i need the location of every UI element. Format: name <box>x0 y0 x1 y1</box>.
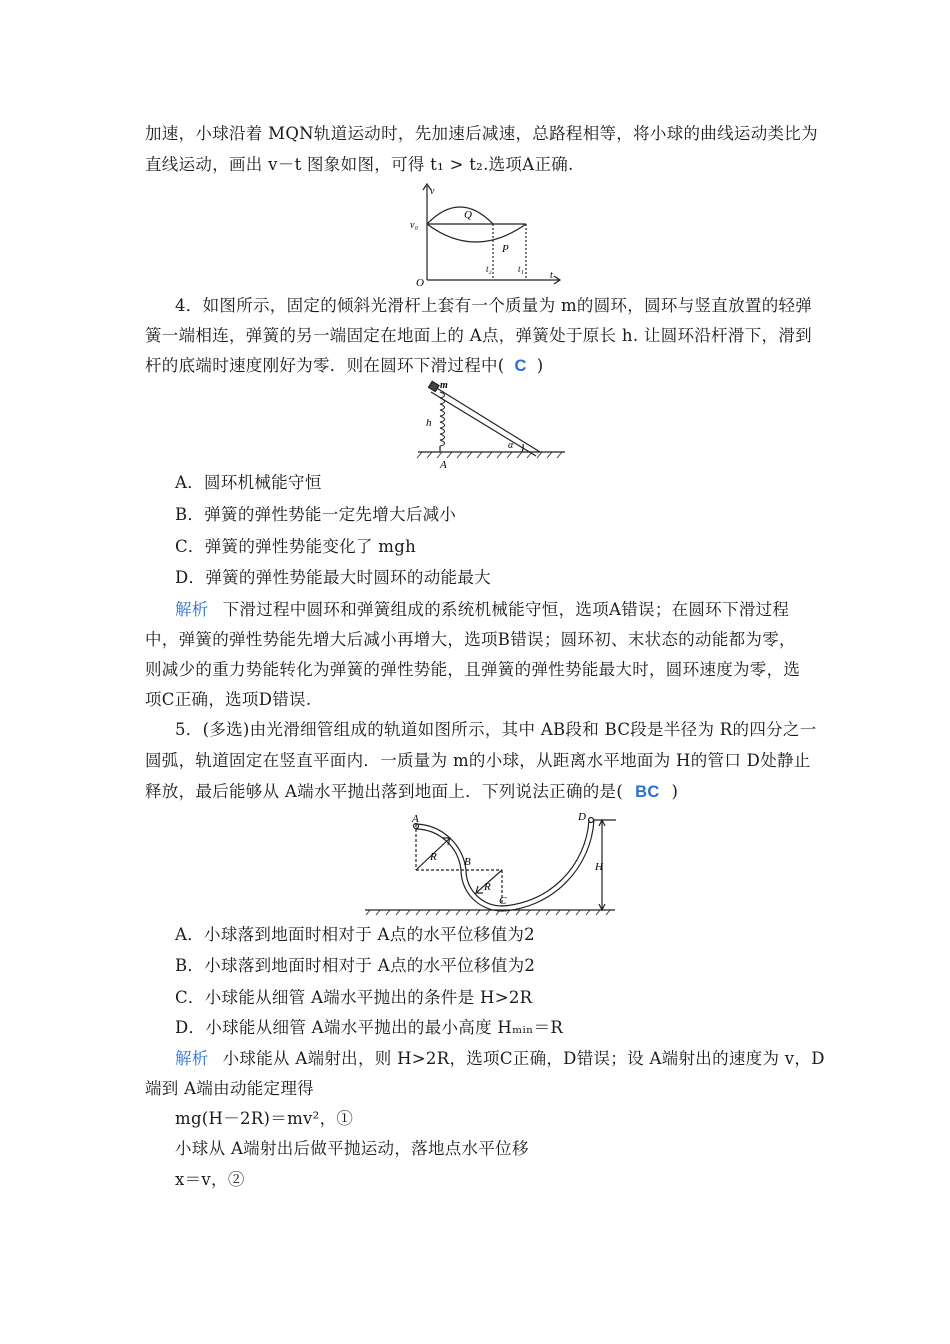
question-5-line <box>145 782 678 802</box>
paragraph-line: 加速，小球沿着 MQN轨道运动时，先加速后减速，总路程相等，将小球的曲线运动类比为 <box>145 124 818 143</box>
question-text: ) <box>671 782 679 801</box>
label-A: A <box>440 459 447 470</box>
label-O: O <box>416 277 424 288</box>
label-R-lower: R <box>484 881 491 893</box>
label-B: B <box>464 856 471 868</box>
analysis-line: 中，弹簧的弹性势能先增大后减小再增大，选项B错误；圆环初、末状态的动能都为零， <box>145 630 796 649</box>
analysis-line <box>175 1049 825 1069</box>
analysis-line: 项C正确，选项D错误. <box>145 690 312 709</box>
option-D: D．弹簧的弹性势能最大时圆环的动能最大 <box>175 568 491 587</box>
analysis-text: 小球能从 A端射出，则 H>2R，选项C正确，D错误；设 A端射出的速度为 v，D <box>222 1049 825 1068</box>
label-R-upper: R <box>430 851 437 863</box>
tube-track-figure <box>360 808 625 920</box>
question-4-line: 簧一端相连，弹簧的另一端固定在地面上的 A点，弹簧处于原长 h. 让圆环沿杆滑下，滑到 <box>145 326 812 345</box>
label-h: h <box>426 417 432 429</box>
incline-spring-figure <box>410 378 570 470</box>
axis-label-v: v <box>430 186 435 197</box>
question-text: 释放，最后能够从 A端水平抛出落到地面上．下列说法正确的是( <box>145 782 624 801</box>
axis-label-t: t <box>550 270 553 281</box>
label-P: P <box>502 243 509 255</box>
question-5-line: 5．(多选)由光滑细管组成的轨道如图所示，其中 AB段和 BC段是半径为 R的四分之一 <box>175 720 817 739</box>
option-B: B．弹簧的弹性势能一定先增大后减小 <box>175 505 457 524</box>
question-text: 杆的底端时速度刚好为零．则在圆环下滑过程中( <box>145 356 505 375</box>
analysis-line: 小球从 A端射出后做平抛运动，落地点水平位移 <box>175 1139 529 1158</box>
analysis-label: 解析 <box>175 1049 209 1068</box>
label-H: H <box>595 861 603 873</box>
analysis-line: 端到 A端由动能定理得 <box>145 1079 314 1098</box>
equation-2: x＝v，② <box>175 1170 245 1189</box>
label-A: A <box>412 813 419 825</box>
question-4-line <box>145 356 544 376</box>
label-m: m <box>440 380 448 391</box>
label-alpha: α <box>508 440 514 451</box>
option-C: C．小球能从细管 A端水平抛出的条件是 H>2R <box>175 988 533 1007</box>
label-D: D <box>578 811 586 823</box>
label-t1: t₁ <box>518 264 524 274</box>
question-4-line: 4．如图所示，固定的倾斜光滑杆上套有一个质量为 m的圆环，圆环与竖直放置的轻弹 <box>175 296 813 315</box>
equation-1: mg(H－2R)＝mv²，① <box>175 1109 354 1128</box>
question-5-line: 圆弧，轨道固定在竖直平面内．一质量为 m的小球，从距离水平地面为 H的管口 D处静止 <box>145 751 811 770</box>
paragraph-line: 直线运动，画出 v－t 图象如图，可得 t₁ > t₂.选项A正确. <box>145 155 574 174</box>
answer-mark: BC <box>635 783 660 801</box>
analysis-label: 解析 <box>175 600 209 619</box>
option-C: C．弹簧的弹性势能变化了 mgh <box>175 537 417 556</box>
label-Q: Q <box>464 209 472 221</box>
label-v0: v₀ <box>410 220 418 231</box>
vt-graph-figure <box>390 180 570 288</box>
analysis-line: 则减少的重力势能转化为弹簧的弹性势能，且弹簧的弹性势能最大时，圆环速度为零，选 <box>145 660 801 679</box>
answer-mark: C <box>514 357 527 375</box>
option-D: D．小球能从细管 A端水平抛出的最小高度 Hₘᵢₙ＝R <box>175 1018 564 1037</box>
label-t2: t₂ <box>486 264 492 274</box>
option-B: B．小球落到地面时相对于 A点的水平位移值为2 <box>175 956 536 975</box>
label-C: C <box>499 895 507 907</box>
option-A: A．圆环机械能守恒 <box>175 473 322 492</box>
analysis-line <box>175 600 789 620</box>
question-text: ) <box>536 356 544 375</box>
option-A: A．小球落到地面时相对于 A点的水平位移值为2 <box>175 925 535 944</box>
analysis-text: 下滑过程中圆环和弹簧组成的系统机械能守恒，选项A错误；在圆环下滑过程 <box>222 600 790 619</box>
